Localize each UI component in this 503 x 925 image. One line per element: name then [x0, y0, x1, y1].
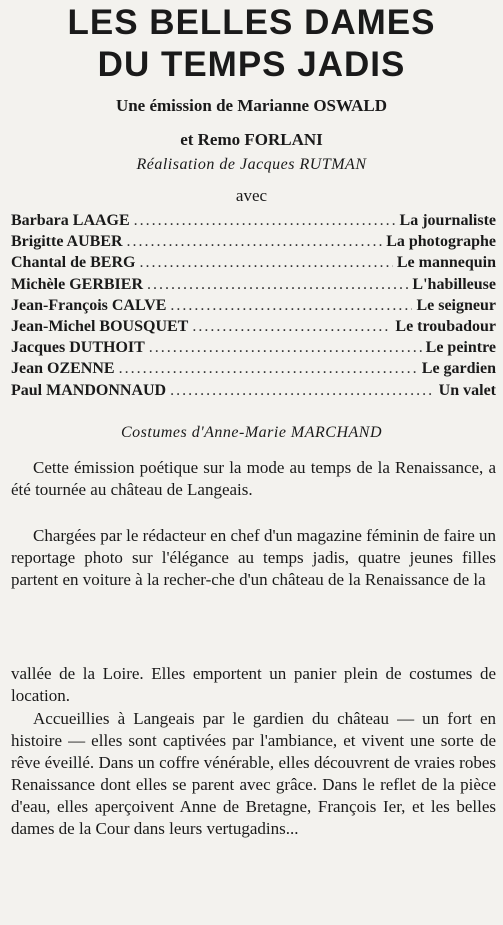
- leader-dots: [134, 210, 396, 231]
- cast-role: Le mannequin: [396, 254, 496, 272]
- leader-dots: [127, 231, 383, 252]
- leader-dots: [149, 337, 422, 358]
- leader-dots: [170, 380, 435, 401]
- paragraph: Accueillies à Langeais par le gardien du château — un fort en histoire — elles sont captivées par l'ambiance, et vivent une sorte de rêve éveillé. Dans un coffre vénérable, elles découvrent de vraies robes Renaissance dont elles se parent avec grâce. Dans le reflet de la pièce d'eau, elles aperçoivent Anne de Bretagne, François Ier, et les belles dames de la Cour dans leurs vertugadins...: [11, 709, 496, 838]
- avec-label: avec: [235, 186, 268, 205]
- cast-actor: Jean OZENNE: [11, 360, 115, 378]
- paragraph: vallée de la Loire. Elles emportent un panier plein de costumes de location.: [11, 664, 496, 705]
- cast-list: [11, 210, 496, 401]
- cast-role: L'habilleuse: [412, 275, 496, 293]
- cast-row: [11, 316, 496, 337]
- cast-role: Le gardien: [421, 360, 496, 378]
- cast-role: Un valet: [438, 381, 496, 399]
- cast-row: [11, 252, 496, 273]
- leader-dots: [119, 358, 418, 379]
- cast-row: [11, 210, 496, 231]
- byline-authors: Une émission de Marianne OSWALD: [115, 96, 388, 115]
- leader-dots: [147, 274, 408, 295]
- cast-actor: Brigitte AUBER: [11, 233, 123, 251]
- cast-actor: Jean-François CALVE: [11, 296, 167, 314]
- paragraph: Cette émission poétique sur la mode au temps de la Renaissance, a été tournée au château de Langeais.: [11, 458, 496, 499]
- cast-actor: Michèle GERBIER: [11, 275, 143, 293]
- leader-dots: [192, 316, 391, 337]
- cast-row: [11, 231, 496, 252]
- cast-actor: Jacques DUTHOIT: [11, 339, 145, 357]
- cast-row: [11, 295, 496, 316]
- cast-actor: Chantal de BERG: [11, 254, 136, 272]
- realisation-credit: Réalisation de Jacques RUTMAN: [136, 156, 367, 173]
- byline-coauthor: et Remo FORLANI: [180, 130, 323, 149]
- cast-actor: Barbara LAAGE: [11, 212, 130, 229]
- title-line-1: LES BELLES DAMES: [67, 3, 436, 42]
- title-line-2: DU TEMPS JADIS: [97, 45, 406, 84]
- cast-actor: Jean-Michel BOUSQUET: [11, 318, 189, 336]
- cast-role: Le seigneur: [416, 296, 496, 314]
- cast-row: [11, 337, 496, 358]
- cast-row: [11, 380, 496, 401]
- leader-dots: [139, 252, 392, 273]
- cast-actor: Paul MANDONNAUD: [11, 381, 167, 399]
- cast-role: Le peintre: [425, 339, 496, 357]
- cast-role: La journaliste: [399, 212, 496, 229]
- leader-dots: [170, 295, 412, 316]
- cast-role: La photographe: [386, 233, 496, 251]
- cast-role: Le troubadour: [395, 318, 496, 336]
- cast-row: [11, 358, 496, 379]
- paragraph: Chargées par le rédacteur en chef d'un magazine féminin de faire un reportage photo sur l'élégance au temps jadis, quatre jeunes filles partent en voiture à la recher-che d'un château de la Renaissance de la: [11, 526, 496, 589]
- cast-row: [11, 274, 496, 295]
- costumes-credit: Costumes d'Anne-Marie MARCHAND: [120, 424, 383, 441]
